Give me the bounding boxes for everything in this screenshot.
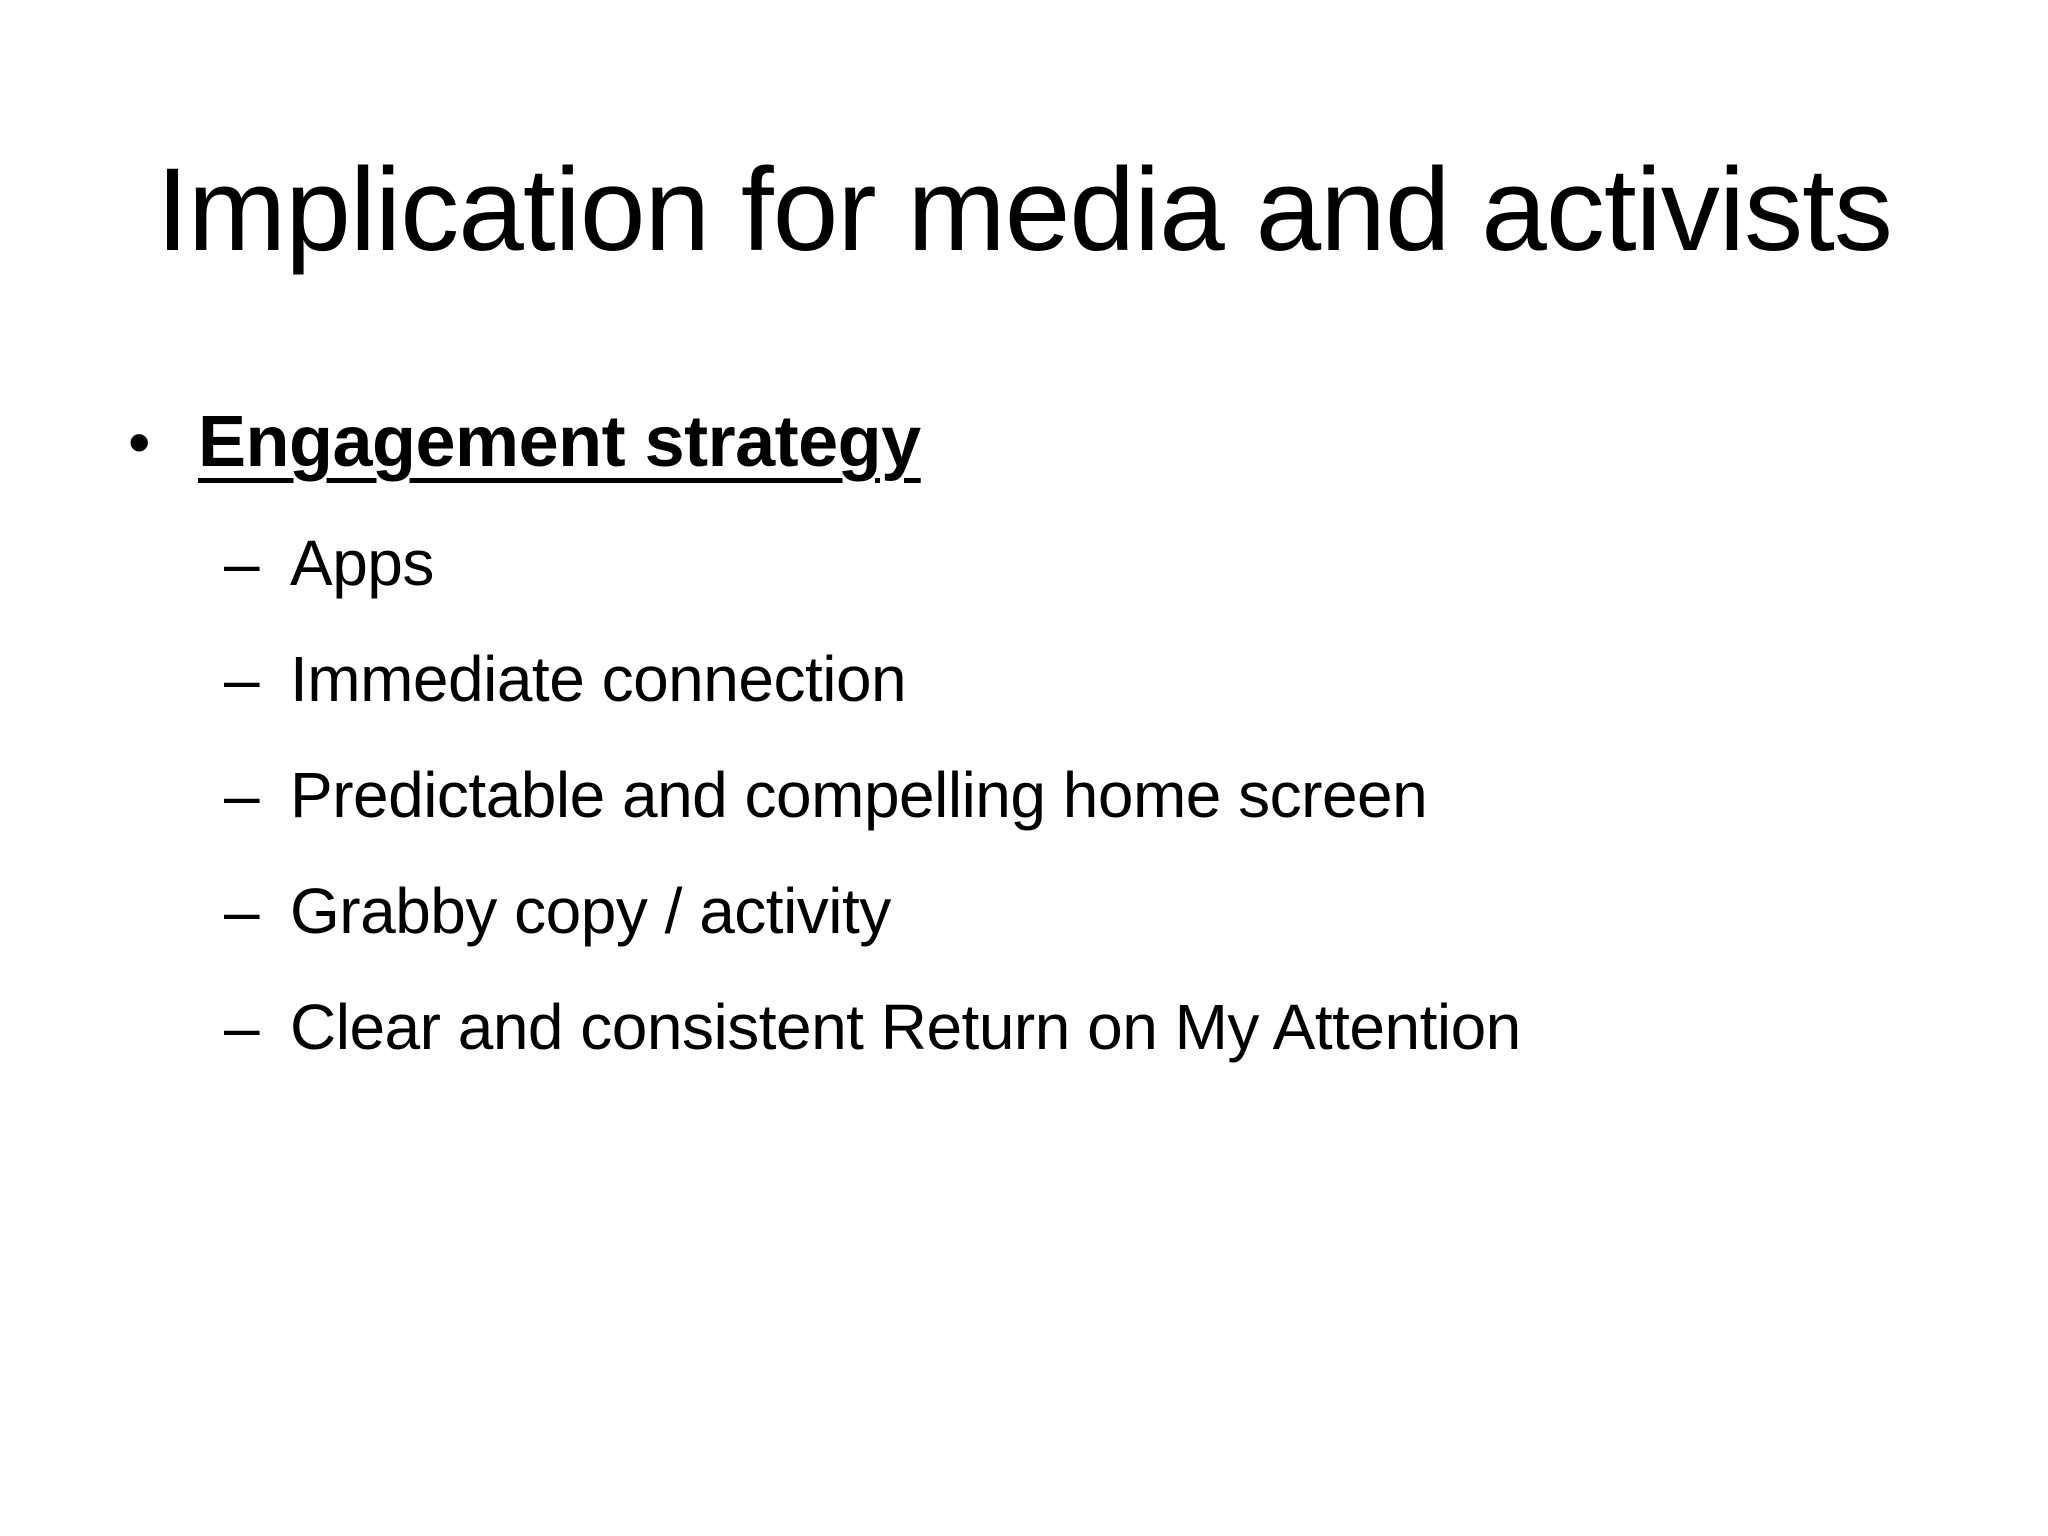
sub-bullet-text: Immediate connection <box>290 643 907 715</box>
sub-bullet-text: Grabby copy / activity <box>290 875 891 947</box>
sub-bullet-item <box>224 505 1521 621</box>
sub-bullet-item <box>224 969 1521 1085</box>
sub-bullet-text: Clear and consistent Return on My Attention <box>290 991 1521 1063</box>
slide-title: Implication for media and activists <box>156 144 1892 276</box>
dash-marker: – <box>224 991 260 1063</box>
dash-marker: – <box>224 759 260 831</box>
sub-bullet-item <box>224 621 1521 737</box>
bullet-item <box>128 392 921 492</box>
bullet-heading: Engagement strategy <box>198 402 921 482</box>
bullet-marker: • <box>128 406 151 478</box>
sub-bullet-item <box>224 853 1521 969</box>
sub-bullet-item <box>224 737 1521 853</box>
sub-bullet-text: Predictable and compelling home screen <box>290 759 1428 831</box>
sub-bullet-text: Apps <box>290 527 434 599</box>
dash-marker: – <box>224 527 260 599</box>
dash-marker: – <box>224 643 260 715</box>
sub-bullet-list <box>224 505 1521 1085</box>
dash-marker: – <box>224 875 260 947</box>
